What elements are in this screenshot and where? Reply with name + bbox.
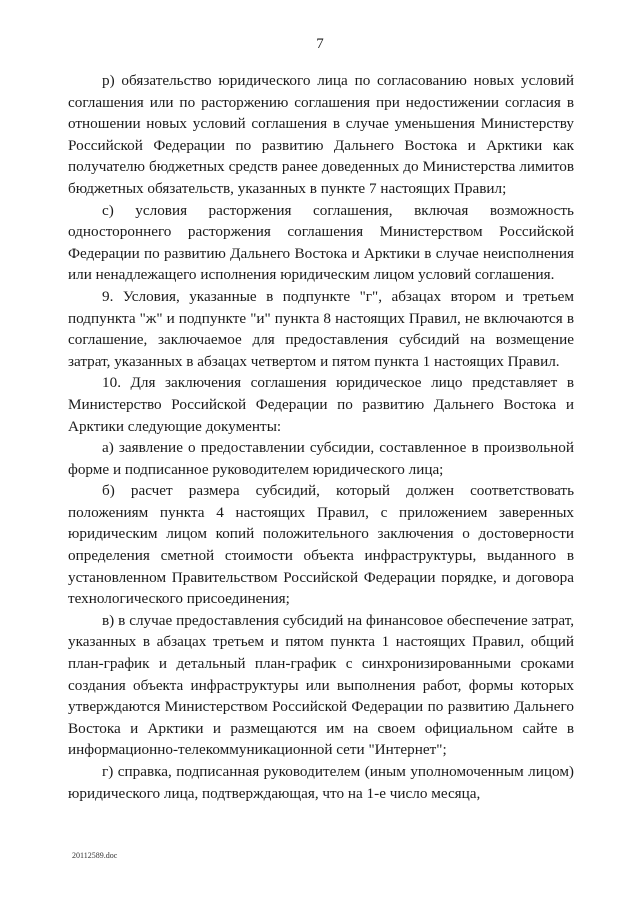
paragraph-10: 10. Для заключения соглашения юридическое лицо представляет в Министерство Российской Федерации по развитию Дальнего Востока и Арктики следующие документы: xyxy=(68,374,574,435)
paragraph-9: 9. Условия, указанные в подпункте "г", абзацах втором и третьем подпункта "ж" и подпункте "и" пункта 8 настоящих Правил, не включаются в соглашение, заключаемое для предоставления субсидий на возмещение затрат, указанных в абзацах четвертом и пятом пункта 1 настоящих Правил. xyxy=(68,287,574,370)
paragraph-10b: б) расчет размера субсидий, который должен соответствовать положениям пункта 4 настоящих Правил, с приложением заверенных юридическим лицом копий положительного заключения о достоверности определения сметной стоимости объекта инфраструктуры, выданного в установленном Правительством Российской Федерации порядке, и договора технологического присоединения; xyxy=(68,482,574,608)
file-name-footer: 20112589.doc xyxy=(72,851,118,860)
paragraph-10a: а) заявление о предоставлении субсидии, составленное в произвольной форме и подписанное руководителем юридического лица; xyxy=(68,439,574,478)
paragraph-8s: с) условия расторжения соглашения, включая возможность одностороннего расторжения соглашения Министерством Российской Федерации по развитию Дальнего Востока и Арктики в случае неисполнения или ненадлежащего исполнения юридическим лицом условий соглашения. xyxy=(68,201,574,284)
paragraph-8r: р) обязательство юридического лица по согласованию новых условий соглашения или по расторжению соглашения при недостижении согласия в отношении новых условий соглашения в случае уменьшения Министерству Российской Федерации по развитию Дальнего Востока и Арктики как получателю бюджетных средств ранее доведенных до Министерства лимитов бюджетных обязательств, указанных в пункте 7 настоящих Правил; xyxy=(68,72,574,197)
paragraph-10v: в) в случае предоставления субсидий на финансовое обеспечение затрат, указанных в абзацах третьем и пятом пункта 1 настоящих Правил, общий план-график и детальный план-график с синхронизированными сроками создания объекта инфраструктуры или выполнения работ, формы которых утверждаются Министерством Российской Федерации по развитию Дальнего Востока и Арктики и размещаются им на своем официальном сайте в информационно-телекоммуникационной сети "Интернет"; xyxy=(68,611,574,759)
page-number: 7 xyxy=(316,36,324,52)
paragraph-10g: г) справка, подписанная руководителем (иным уполномоченным лицом) юридического лица, подтверждающая, что на 1-е число месяца, xyxy=(68,763,574,802)
document-body xyxy=(68,70,574,804)
